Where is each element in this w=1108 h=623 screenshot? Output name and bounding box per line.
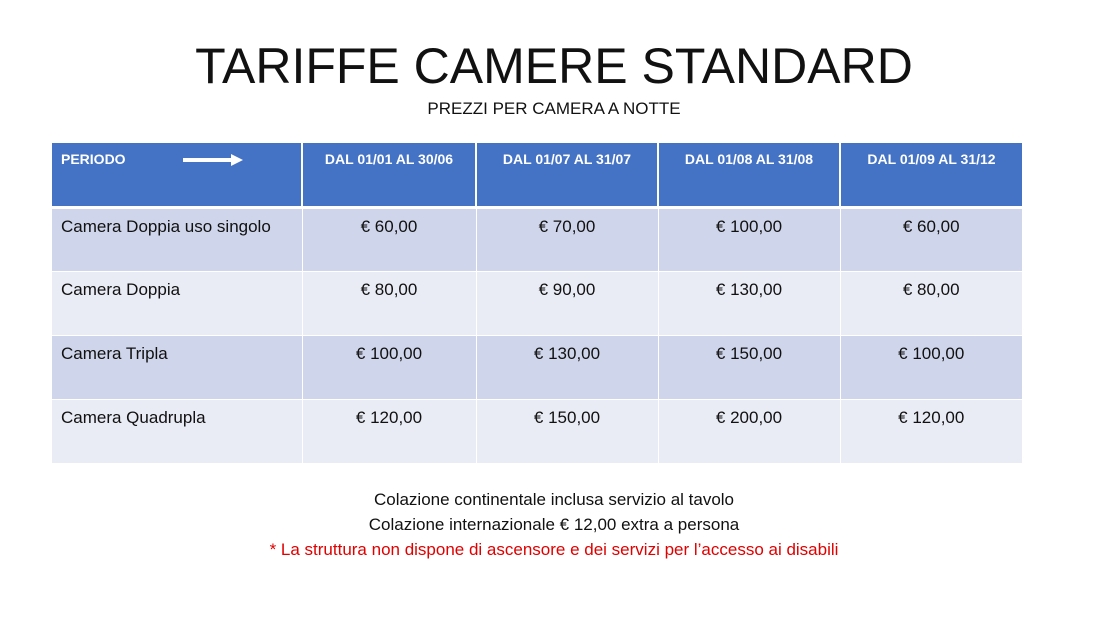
table-header-row (52, 143, 1022, 207)
notes-block (0, 487, 1108, 562)
price-cell: € 70,00 (476, 207, 658, 271)
price-cell: € 80,00 (302, 271, 476, 335)
price-cell: € 120,00 (840, 399, 1022, 463)
room-type-cell: Camera Quadrupla (52, 399, 302, 463)
price-cell: € 130,00 (658, 271, 840, 335)
page-subtitle: PREZZI PER CAMERA A NOTTE (427, 99, 681, 118)
room-type-cell: Camera Tripla (52, 335, 302, 399)
room-type-cell: Camera Doppia uso singolo (52, 207, 302, 271)
price-cell: € 90,00 (476, 271, 658, 335)
price-cell: € 60,00 (302, 207, 476, 271)
price-cell: € 100,00 (658, 207, 840, 271)
price-cell: € 80,00 (840, 271, 1022, 335)
price-cell: € 100,00 (840, 335, 1022, 399)
note-accessibility-warning: * La struttura non dispone di ascensore e dei servizi per l’accesso ai disabili (269, 540, 839, 559)
page-title: TARIFFE CAMERE STANDARD (195, 38, 913, 94)
price-cell: € 120,00 (302, 399, 476, 463)
table-row (52, 207, 1022, 271)
price-cell: € 100,00 (302, 335, 476, 399)
arrow-right-icon (183, 154, 243, 166)
header-cell-period-1: DAL 01/01 AL 30/06 (302, 143, 476, 207)
header-cell-period-2: DAL 01/07 AL 31/07 (476, 143, 658, 207)
note-continental-breakfast: Colazione continentale inclusa servizio al tavolo (373, 490, 735, 509)
table-row (52, 335, 1022, 399)
header-label-period: PERIODO (61, 151, 126, 167)
header-cell-period (52, 143, 302, 207)
table-row (52, 271, 1022, 335)
room-type-cell: Camera Doppia (52, 271, 302, 335)
table-row (52, 399, 1022, 463)
price-cell: € 150,00 (476, 399, 658, 463)
rates-table (52, 143, 1022, 464)
price-cell: € 60,00 (840, 207, 1022, 271)
price-cell: € 150,00 (658, 335, 840, 399)
header-cell-period-3: DAL 01/08 AL 31/08 (658, 143, 840, 207)
price-cell: € 130,00 (476, 335, 658, 399)
price-cell: € 200,00 (658, 399, 840, 463)
note-international-breakfast: Colazione internazionale € 12,00 extra a persona (368, 515, 740, 534)
header-cell-period-4: DAL 01/09 AL 31/12 (840, 143, 1022, 207)
